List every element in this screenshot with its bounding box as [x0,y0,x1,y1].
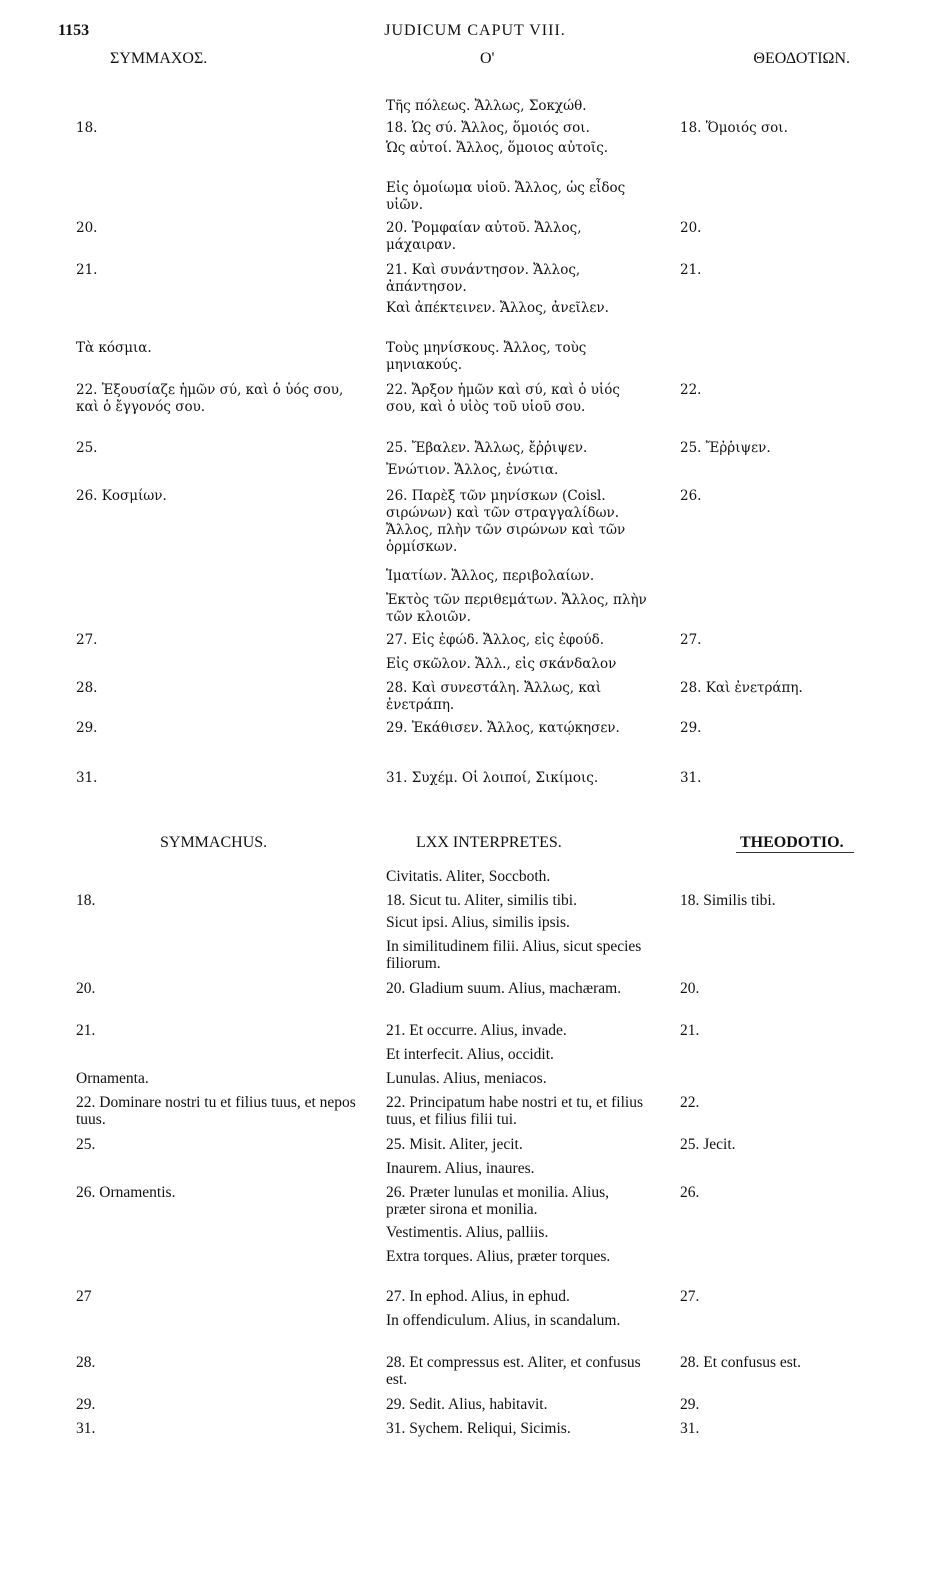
greek-header-theodotion: ΘΕΟΔΟΤΙΩΝ. [753,50,850,67]
theodotion-text: 21. [680,1022,700,1039]
symmachus-text: 18. [76,892,96,909]
latin-header-symmachus: SYMMACHUS. [160,834,268,851]
lxx-text: 29. Ἐκάθισεν. Ἄλλος, κατῴκησεν. [386,720,620,736]
running-title: JUDICUM CAPUT VIII. [384,22,566,39]
lxx-text: 20. Ῥομφαίαν αὐτοῦ. Ἄλλος, μάχαιραν. [386,220,582,253]
lxx-text: Εἰς ὁμοίωμα υἱοῦ. Ἄλλος, ὡς εἶδος υἱῶν. [386,180,626,213]
theodotion-text: 27. [680,632,702,648]
lxx-text: In offendiculum. Alius, in scandalum. [386,1312,621,1329]
theodotion-text: 31. [680,770,702,786]
symmachus-text: 31. [76,1420,96,1437]
theodotion-text: 26. [680,488,702,504]
theodotion-text: 25. Jecit. [680,1136,736,1153]
lxx-text: 22. Ἄρξον ἡμῶν καὶ σύ, καὶ ὁ υἱός σου, καὶ ὁ υἱὸς τοῦ υἱοῦ σου. [386,382,620,415]
symmachus-text: 22. Ἐξουσίαζε ἡμῶν σύ, καὶ ὁ ὑός σου, καὶ ὁ ἔγγονός σου. [76,382,344,415]
header-underline [736,852,854,853]
symmachus-text: 26. Ornamentis. [76,1184,176,1201]
theodotion-text: 20. [680,220,702,236]
theodotion-text: 25. Ἔῤῥιψεν. [680,440,771,456]
lxx-text: 27. In ephod. Alius, in ephud. [386,1288,570,1305]
lxx-text: Εἰς σκῶλον. Ἄλλ., εἰς σκάνδαλον [386,656,617,672]
lxx-text: Lunulas. Alius, meniacos. [386,1070,547,1087]
latin-header-theodotio: THEODOTIO. [740,834,844,851]
lxx-text: 29. Sedit. Alius, habitavit. [386,1396,548,1413]
lxx-text: Τῆς πόλεως. Ἄλλως, Σοκχώθ. [386,98,587,114]
theodotion-text: 21. [680,262,702,278]
symmachus-text: 29. [76,1396,96,1413]
lxx-text: Ἐνώτιον. Ἄλλος, ἐνώτια. [386,462,559,478]
symmachus-text: Ornamenta. [76,1070,149,1087]
lxx-text: 28. Et compressus est. Aliter, et confusus est. [386,1354,641,1388]
symmachus-text: 27. [76,632,98,648]
lxx-text: 28. Καὶ συνεστάλη. Ἄλλως, καὶ ἐνετράπη. [386,680,602,713]
theodotion-text: 29. [680,720,702,736]
symmachus-text: 21. [76,1022,96,1039]
lxx-text: 21. Καὶ συνάντησον. Ἄλλος, ἀπάντησον. [386,262,581,295]
theodotion-text: 28. Καὶ ἐνετράπη. [680,680,803,696]
lxx-text: Καὶ ἀπέκτεινεν. Ἄλλος, ἀνεῖλεν. [386,300,609,316]
lxx-text: 20. Gladium suum. Alius, machæram. [386,980,622,997]
theodotion-text: 28. Et confusus est. [680,1354,801,1371]
symmachus-text: 21. [76,262,98,278]
lxx-text: Τοὺς μηνίσκους. Ἄλλος, τοὺς μηνιακούς. [386,340,587,373]
symmachus-text: 28. [76,680,98,696]
greek-header-lxx: Ο' [480,50,495,67]
lxx-text: 26. Παρὲξ τῶν μηνίσκων (Coisl. σιρώνων) καὶ τῶν στραγγαλίδων. Ἄλλος, πλὴν τῶν σιρώνων καὶ τῶν ὁρμίσκων. [386,488,626,555]
lxx-text: Sicut ipsi. Alius, similis ipsis. [386,914,570,931]
lxx-text: Ἐκτὸς τῶν περιθεμάτων. Ἄλλος, πλὴν τῶν κλοιῶν. [386,592,647,625]
theodotion-text: 18. Similis tibi. [680,892,776,909]
lxx-text: Civitatis. Aliter, Soccboth. [386,868,551,885]
symmachus-text: Τὰ κόσμια. [76,340,152,356]
lxx-text: 31. Sychem. Reliqui, Sicimis. [386,1420,571,1437]
lxx-text: 21. Et occurre. Alius, invade. [386,1022,567,1039]
symmachus-text: 20. [76,980,96,997]
symmachus-text: 25. [76,1136,96,1153]
theodotion-text: 26. [680,1184,700,1201]
theodotion-text: 18. Ὅμοιός σοι. [680,120,788,136]
lxx-text: Et interfecit. Alius, occidit. [386,1046,554,1063]
symmachus-text: 26. Κοσμίων. [76,488,167,504]
lxx-text: Inaurem. Alius, inaures. [386,1160,535,1177]
lxx-text: Extra torques. Alius, præter torques. [386,1248,611,1265]
greek-header-symmachus: ΣΥΜΜΑΧΟΣ. [110,50,208,67]
lxx-text: 25. Ἔβαλεν. Ἄλλως, ἔῤῥιψεν. [386,440,588,456]
symmachus-text: 31. [76,770,98,786]
symmachus-text: 28. [76,1354,96,1371]
lxx-text: Ὡς αὐτοί. Ἄλλος, ὅμοιος αὐτοῖς. [386,140,609,156]
lxx-text: In similitudinem filii. Alius, sicut species filiorum. [386,938,642,972]
lxx-text: 26. Præter lunulas et monilia. Alius, præter sirona et monilia. [386,1184,610,1218]
theodotion-text: 29. [680,1396,700,1413]
lxx-text: 22. Principatum habe nostri et tu, et filius tuus, et filius filii tui. [386,1094,643,1128]
page-number: 1153 [58,22,90,39]
symmachus-text: 18. [76,120,98,136]
theodotion-text: 27. [680,1288,700,1305]
latin-header-lxx: LXX INTERPRETES. [416,834,562,851]
lxx-text: 31. Συχέμ. Οἱ λοιποί, Σικίμοις. [386,770,599,786]
lxx-text: 27. Εἰς ἐφώδ. Ἄλλος, εἰς ἐφούδ. [386,632,605,648]
lxx-text: 18. Sicut tu. Aliter, similis tibi. [386,892,577,909]
symmachus-text: 20. [76,220,98,236]
lxx-text: 25. Misit. Aliter, jecit. [386,1136,523,1153]
lxx-text: Vestimentis. Alius, palliis. [386,1224,549,1241]
theodotion-text: 22. [680,382,702,398]
theodotion-text: 22. [680,1094,700,1111]
symmachus-text: 29. [76,720,98,736]
lxx-text: Ἱματίων. Ἄλλος, περιβολαίων. [386,568,595,584]
symmachus-text: 25. [76,440,98,456]
symmachus-text: 27 [76,1288,92,1305]
lxx-text: 18. Ὡς σύ. Ἄλλος, ὅμοιός σοι. [386,120,590,136]
theodotion-text: 31. [680,1420,700,1437]
theodotion-text: 20. [680,980,700,997]
symmachus-text: 22. Dominare nostri tu et filius tuus, et nepos tuus. [76,1094,356,1128]
